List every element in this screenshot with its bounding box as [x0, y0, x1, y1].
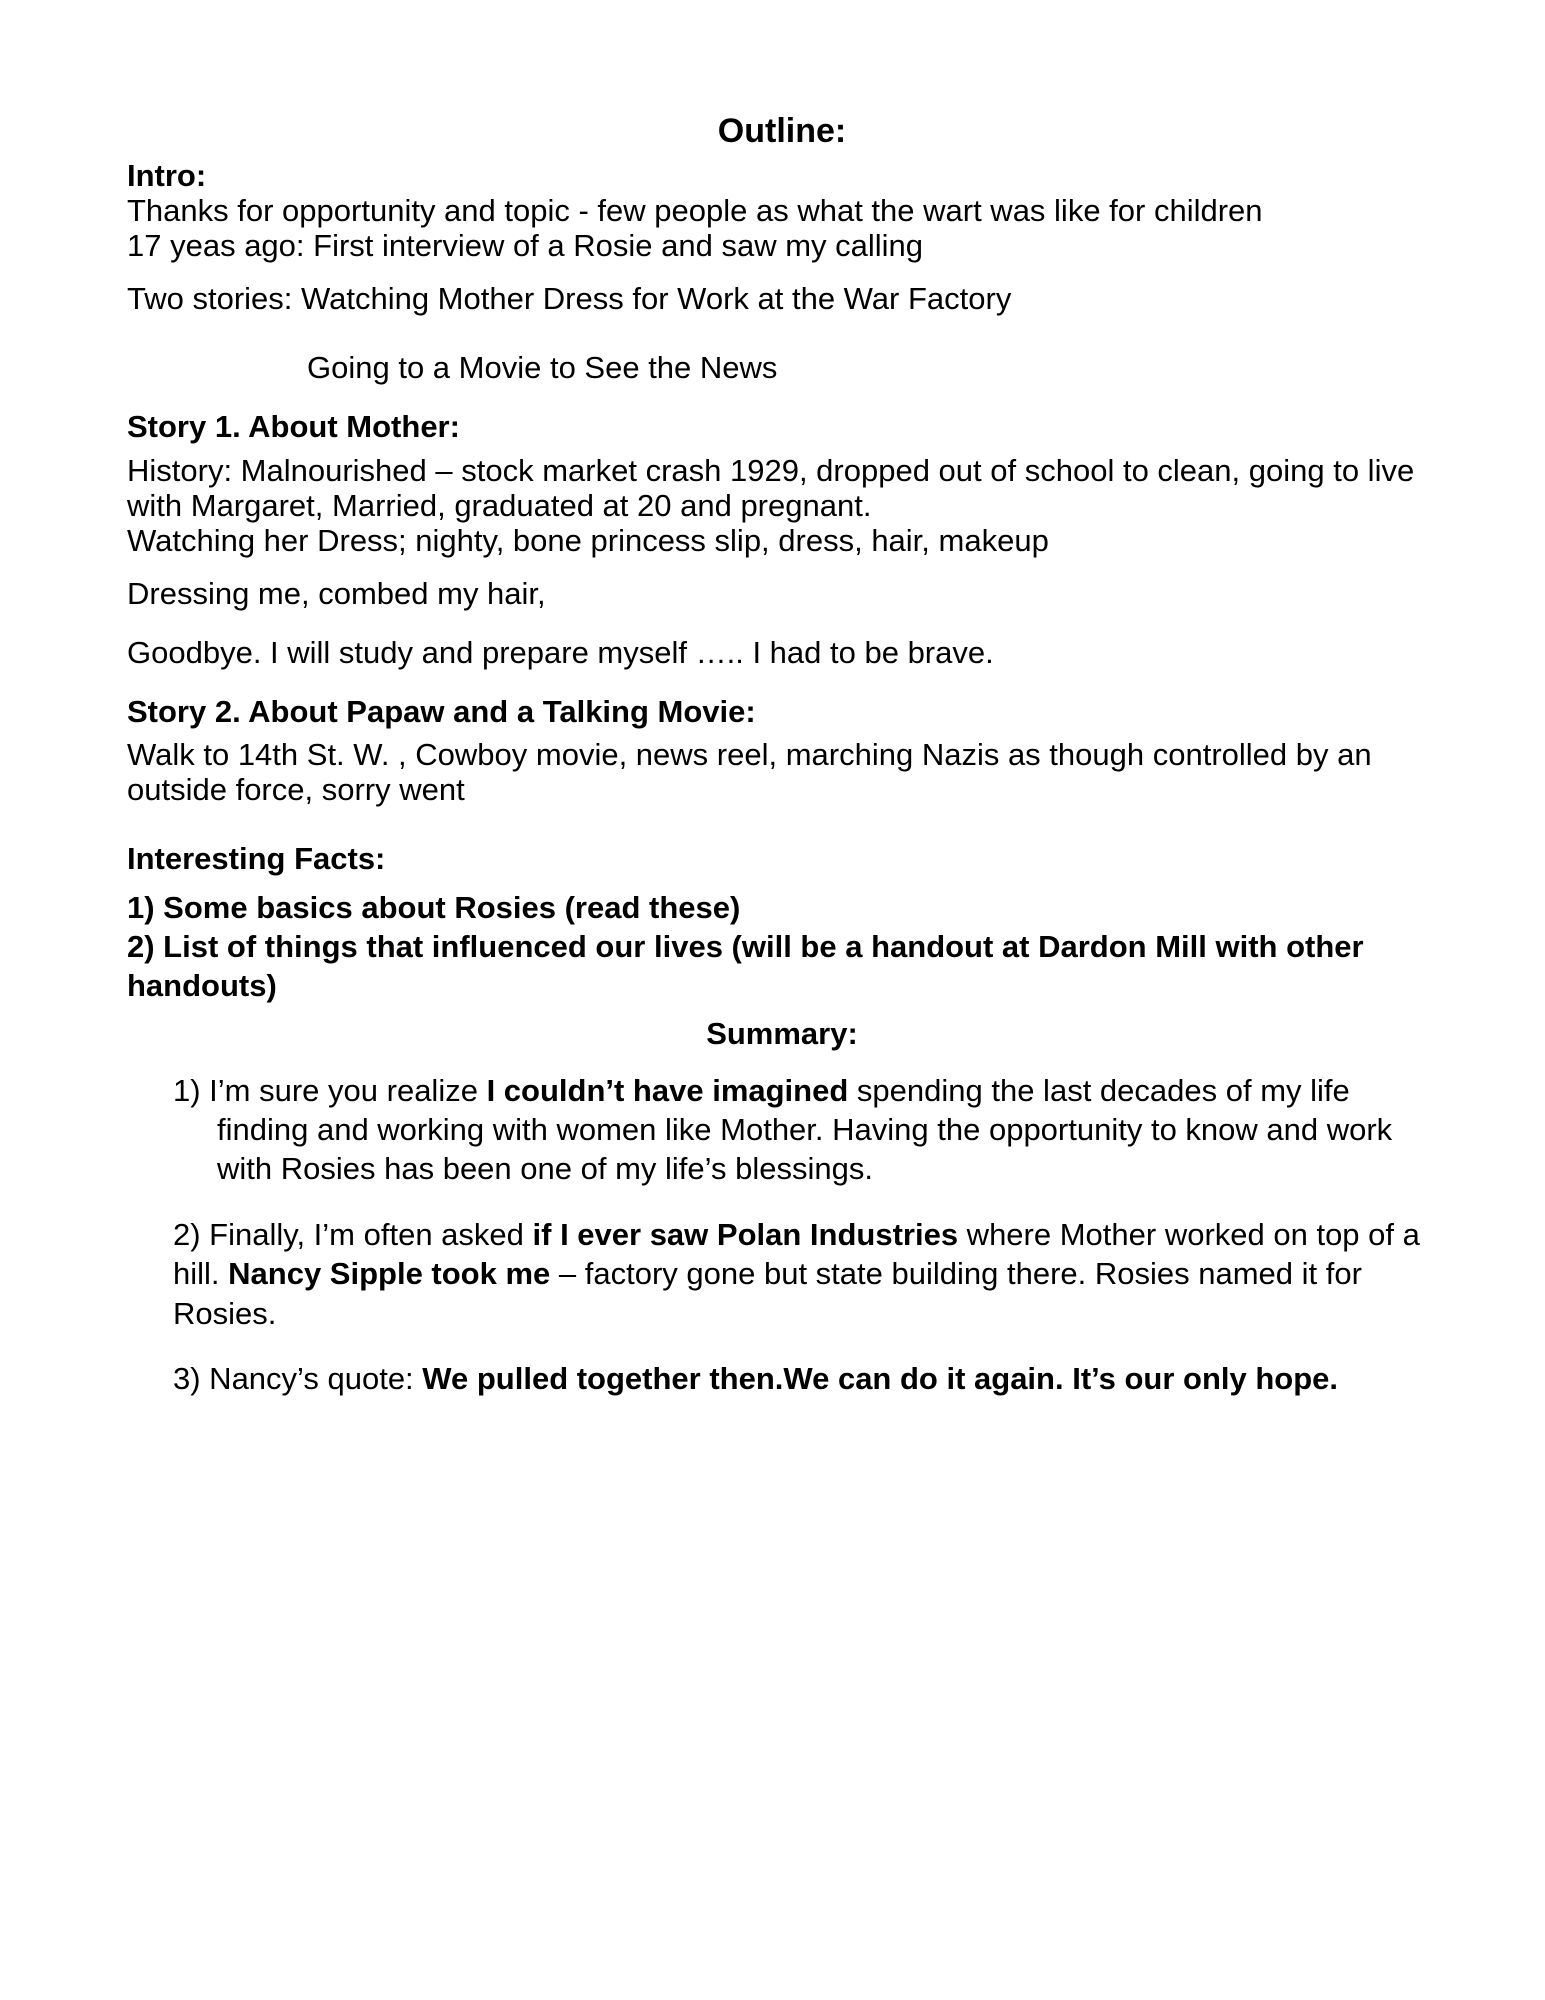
facts-heading: Interesting Facts: — [127, 840, 386, 876]
story1-dressing-line: Dressing me, combed my hair, — [127, 575, 546, 611]
document-page — [127, 112, 1427, 1424]
summary-emphasis: I couldn’t have imagined — [486, 1072, 849, 1108]
summary-emphasis: if I ever saw Polan Industries — [532, 1216, 959, 1252]
story1-watching-line: Watching her Dress; nighty, bone princess slip, dress, hair, makeup — [127, 522, 1049, 558]
summary-item-1 — [173, 1071, 1427, 1189]
document-title: Outline: — [717, 112, 847, 150]
story2-heading: Story 2. About Papaw and a Talking Movie: — [127, 693, 756, 729]
summary-text: 1) I’m sure you realize — [173, 1072, 487, 1108]
facts-item: 1) Some basics about Rosies (read these) — [127, 889, 741, 925]
summary-emphasis: Nancy Sipple took me — [228, 1256, 551, 1292]
two-stories-second-line: Going to a Movie to See the News — [307, 350, 778, 386]
summary-emphasis: We pulled together then.We can do it again. It’s our only hope. — [422, 1360, 1339, 1396]
summary-text: 3) Nancy’s quote: — [173, 1360, 423, 1396]
two-stories-line: Two stories: Watching Mother Dress for Work at the War Factory — [127, 281, 1012, 317]
story2-line: Walk to 14th St. W. , Cowboy movie, news reel, marching Nazis as though controlled by an — [127, 736, 1372, 772]
intro-line: 17 yeas ago: First interview of a Rosie and saw my calling — [127, 228, 924, 264]
summary-text: spending the last decades of my life finding and working with women like Mother. Having the opportunity to know and work with Rosies has been one of my life’s blessings. — [217, 1072, 1393, 1187]
facts-item: 2) List of things that influenced our lives (will be a handout at Dardon Mill with other — [127, 929, 1364, 964]
facts-item: handouts) — [127, 968, 277, 1004]
story1-history-line: with Margaret, Married, graduated at 20 and pregnant. — [127, 487, 872, 523]
story1-goodbye-line: Goodbye. I will study and prepare myself ….. I had to be brave. — [127, 634, 994, 670]
story1-history-line: History: Malnourished – stock market crash 1929, dropped out of school to clean, going to live — [127, 452, 1415, 488]
intro-line: Thanks for opportunity and topic - few people as what the wart was like for children — [127, 193, 1263, 229]
story1-heading: Story 1. About Mother: — [127, 409, 460, 445]
summary-text: where Mother worked on top of a hill. — [173, 1216, 1420, 1292]
summary-text: – factory gone but state building there. Rosies named it for Rosies. — [173, 1256, 1362, 1331]
story2-line: outside force, sorry went — [127, 771, 465, 807]
summary-text: 2) Finally, I’m often asked — [173, 1216, 533, 1252]
summary-heading: Summary: — [706, 1015, 858, 1051]
summary-item-2 — [173, 1215, 1427, 1333]
intro-heading: Intro: — [127, 158, 207, 194]
summary-item-3 — [173, 1359, 1427, 1398]
